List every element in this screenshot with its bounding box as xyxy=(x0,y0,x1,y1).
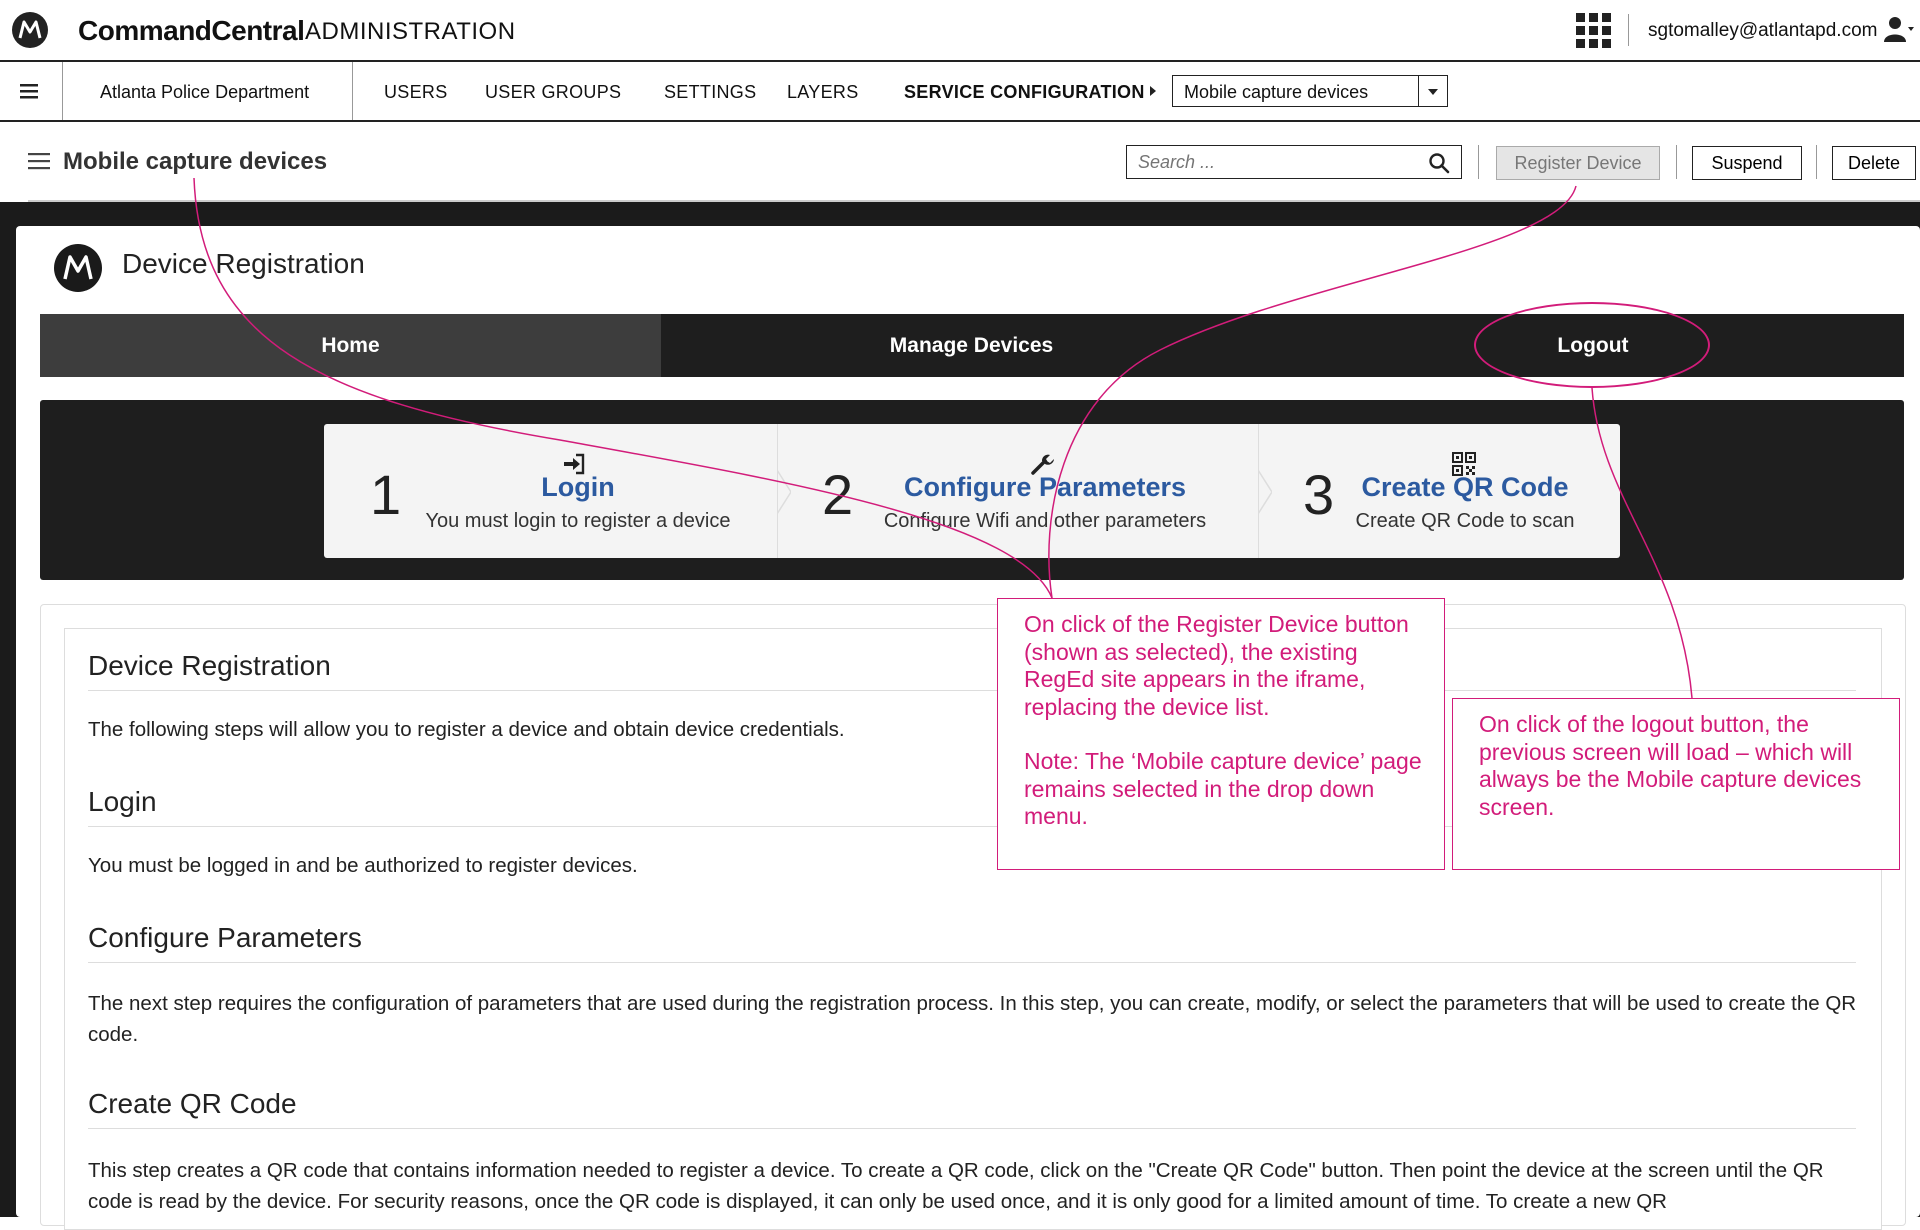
divider xyxy=(1418,75,1419,107)
suspend-button[interactable]: Suspend xyxy=(1692,146,1802,180)
annotation-text: On click of the logout button, the previous screen will load – which will always be the Mobile capture devices screen. xyxy=(1479,711,1862,820)
reged-title: Device Registration xyxy=(122,248,365,279)
section-text: The following steps will allow you to register a device and obtain device credentials. xyxy=(88,718,845,741)
caret-right-icon xyxy=(1150,86,1156,96)
reged-nav-logout[interactable]: Logout xyxy=(1557,334,1629,357)
register-device-button[interactable]: Register Device xyxy=(1496,146,1660,180)
motorola-logo-icon xyxy=(54,244,102,292)
step-create-qr-code-link[interactable]: Create QR Code xyxy=(1361,472,1569,502)
section-heading: Configure Parameters xyxy=(88,922,362,953)
step-description: Configure Wifi and other parameters xyxy=(883,510,1207,532)
section-heading: Device Registration xyxy=(88,650,331,681)
section-heading: Login xyxy=(88,786,157,817)
annotation-note-register xyxy=(997,598,1445,870)
section-heading: Create QR Code xyxy=(88,1088,297,1119)
section-text: You must be logged in and be authorized to register devices. xyxy=(88,854,638,877)
divider xyxy=(88,962,1856,963)
apps-grid-icon[interactable] xyxy=(1576,13,1610,47)
step-login-link[interactable]: Login xyxy=(541,472,615,502)
motorola-logo-icon xyxy=(12,12,48,48)
org-name[interactable]: Atlanta Police Department xyxy=(100,82,310,102)
delete-button[interactable]: Delete xyxy=(1832,146,1916,180)
nav-user-groups[interactable]: USER GROUPS xyxy=(485,82,622,102)
divider xyxy=(88,690,1856,691)
user-email[interactable]: sgtomalley@atlantapd.com xyxy=(1648,20,1878,41)
divider xyxy=(1478,145,1479,179)
annotation-text: Note: The ‘Mobile capture device’ page remains selected in the drop down menu. xyxy=(1024,748,1422,829)
annotation-note-logout xyxy=(1452,698,1900,870)
divider xyxy=(88,1128,1856,1129)
section-text: The next step requires the configuration of parameters that are used during the registration process. In this step, you can create, modify, or select the parameters that will be used to create the QR code. xyxy=(88,992,1857,1046)
user-icon[interactable] xyxy=(1884,14,1914,44)
section-title: ADMINISTRATION xyxy=(305,18,516,45)
search-input[interactable] xyxy=(1138,150,1418,174)
step-description: You must login to register a device xyxy=(425,510,731,532)
chevron-down-icon[interactable] xyxy=(1428,89,1438,95)
divider xyxy=(62,62,63,120)
brand-name: CommandCentral xyxy=(78,15,305,46)
annotation-highlight-oval xyxy=(1474,302,1710,388)
section-text: This step creates a QR code that contains information needed to register a device. To create a QR code, click on the "Create QR Code" button. Then point the device at the screen until the QR code is read by the device. For security reasons, once the QR code is displayed, it can only be used once, and it is only good for a limited amount of time. To create a new QR xyxy=(88,1159,1824,1213)
list-menu-icon[interactable] xyxy=(28,152,50,170)
step-description: Create QR Code to scan xyxy=(1355,510,1575,532)
reged-nav-manage-devices[interactable]: Manage Devices xyxy=(889,334,1054,357)
step-number: 3 xyxy=(1303,463,1335,526)
search-icon[interactable] xyxy=(1428,152,1450,174)
step-arrow-icon xyxy=(777,470,791,514)
divider xyxy=(1628,14,1629,46)
nav-layers[interactable]: LAYERS xyxy=(787,82,859,102)
divider xyxy=(1816,145,1817,179)
nav-service-configuration[interactable]: SERVICE CONFIGURATION xyxy=(904,82,1145,102)
step-configure-parameters-link[interactable]: Configure Parameters xyxy=(903,472,1187,502)
page-select-value: Mobile capture devices xyxy=(1184,82,1369,102)
divider xyxy=(1676,145,1677,179)
step-number: 2 xyxy=(822,463,854,526)
step-number: 1 xyxy=(370,463,402,526)
annotation-text: On click of the Register Device button (shown as selected), the existing RegEd site appears in the iframe, replacing the device list. xyxy=(1024,611,1409,720)
nav-settings[interactable]: SETTINGS xyxy=(664,82,757,102)
nav-users[interactable]: USERS xyxy=(384,82,448,102)
menu-icon[interactable] xyxy=(20,83,38,99)
page-title: Mobile capture devices xyxy=(63,148,328,175)
reged-nav-home-label[interactable]: Home xyxy=(321,334,380,357)
step-arrow-icon xyxy=(1258,470,1272,514)
divider xyxy=(352,62,353,120)
